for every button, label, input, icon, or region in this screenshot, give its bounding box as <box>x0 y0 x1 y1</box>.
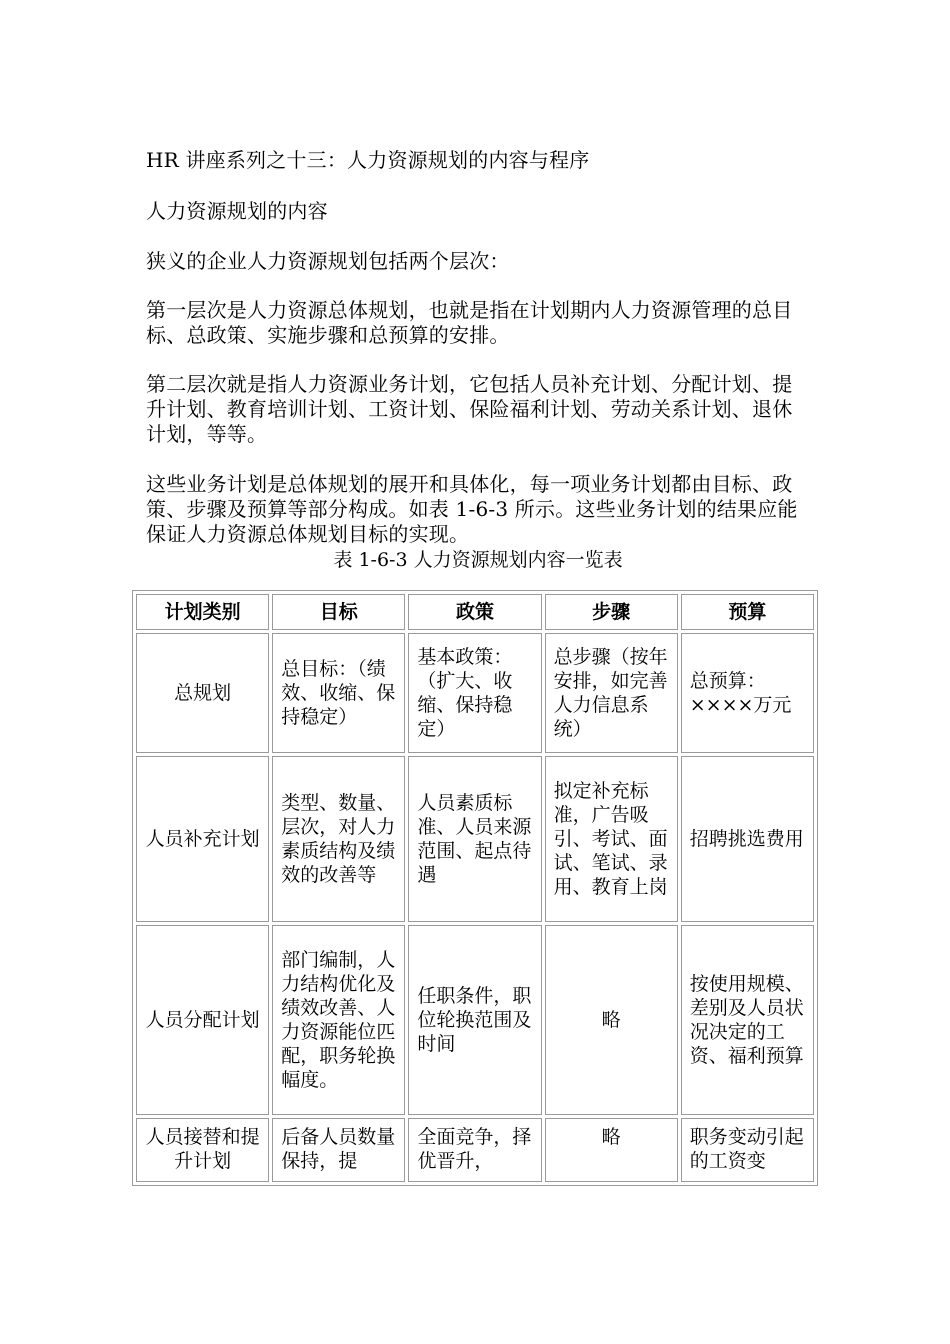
table-cell: 总预算：××××万元 <box>681 633 814 753</box>
table-cell: 人员接替和提升计划 <box>136 1118 269 1182</box>
table-cell: 总目标：（绩效、收缩、保持稳定） <box>272 633 405 753</box>
header-objective: 目标 <box>272 594 405 630</box>
header-steps: 步骤 <box>545 594 678 630</box>
paragraph-1: 狭义的企业人力资源规划包括两个层次： <box>146 249 510 273</box>
paragraph-4: 这些业务计划是总体规划的展开和具体化，每一项业务计划都由目标、政策、步骤及预算等部分构成。如表 1-6-3 所示。这些业务计划的结果应能保证人力资源总体规划目标的实现。 <box>146 472 798 546</box>
table-cell: 基本政策：（扩大、收缩、保持稳定） <box>408 633 541 753</box>
table-cell: 任职条件，职位轮换范围及时间 <box>408 925 541 1115</box>
header-plan-category: 计划类别 <box>136 594 269 630</box>
table-cell: 人员素质标准、人员来源范围、起点待遇 <box>408 756 541 922</box>
table-cell: 略 <box>545 1118 678 1182</box>
paragraph-2: 第一层次是人力资源总体规划，也就是指在计划期内人力资源管理的总目标、总政策、实施步骤和总预算的安排。 <box>146 298 793 347</box>
header-policy: 政策 <box>408 594 541 630</box>
plan-content-table <box>132 590 818 1186</box>
header-budget: 预算 <box>681 594 814 630</box>
table-cell: 总步骤（按年安排，如完善人力信息系统） <box>545 633 678 753</box>
table-row <box>136 756 814 922</box>
table-cell: 部门编制，人力结构优化及绩效改善、人力资源能位匹配，职务轮换幅度。 <box>272 925 405 1115</box>
paragraph-3: 第二层次就是指人力资源业务计划，它包括人员补充计划、分配计划、提升计划、教育培训计划、工资计划、保险福利计划、劳动关系计划、退休计划，等等。 <box>146 372 793 446</box>
section-heading: 人力资源规划的内容 <box>146 199 328 223</box>
table-cell: 后备人员数量保持，提 <box>272 1118 405 1182</box>
table-cell: 略 <box>545 925 678 1115</box>
table-row <box>136 1118 814 1182</box>
document-title: HR 讲座系列之十三：人力资源规划的内容与程序 <box>146 148 590 172</box>
table-cell: 按使用规模、差别及人员状况决定的工资、福利预算 <box>681 925 814 1115</box>
table-cell: 拟定补充标准，广告吸引、考试、面试、笔试、录用、教育上岗 <box>545 756 678 922</box>
table-cell: 招聘挑选费用 <box>681 756 814 922</box>
table-cell: 总规划 <box>136 633 269 753</box>
table-row <box>136 633 814 753</box>
table-header-row <box>136 594 814 630</box>
table-cell: 人员分配计划 <box>136 925 269 1115</box>
table-cell: 职务变动引起的工资变 <box>681 1118 814 1182</box>
table-caption: 表 1-6-3 人力资源规划内容一览表 <box>333 549 623 571</box>
table-cell: 全面竞争，择优晋升， <box>408 1118 541 1182</box>
table-cell: 人员补充计划 <box>136 756 269 922</box>
table-row <box>136 925 814 1115</box>
table-cell: 类型、数量、层次，对人力素质结构及绩效的改善等 <box>272 756 405 922</box>
